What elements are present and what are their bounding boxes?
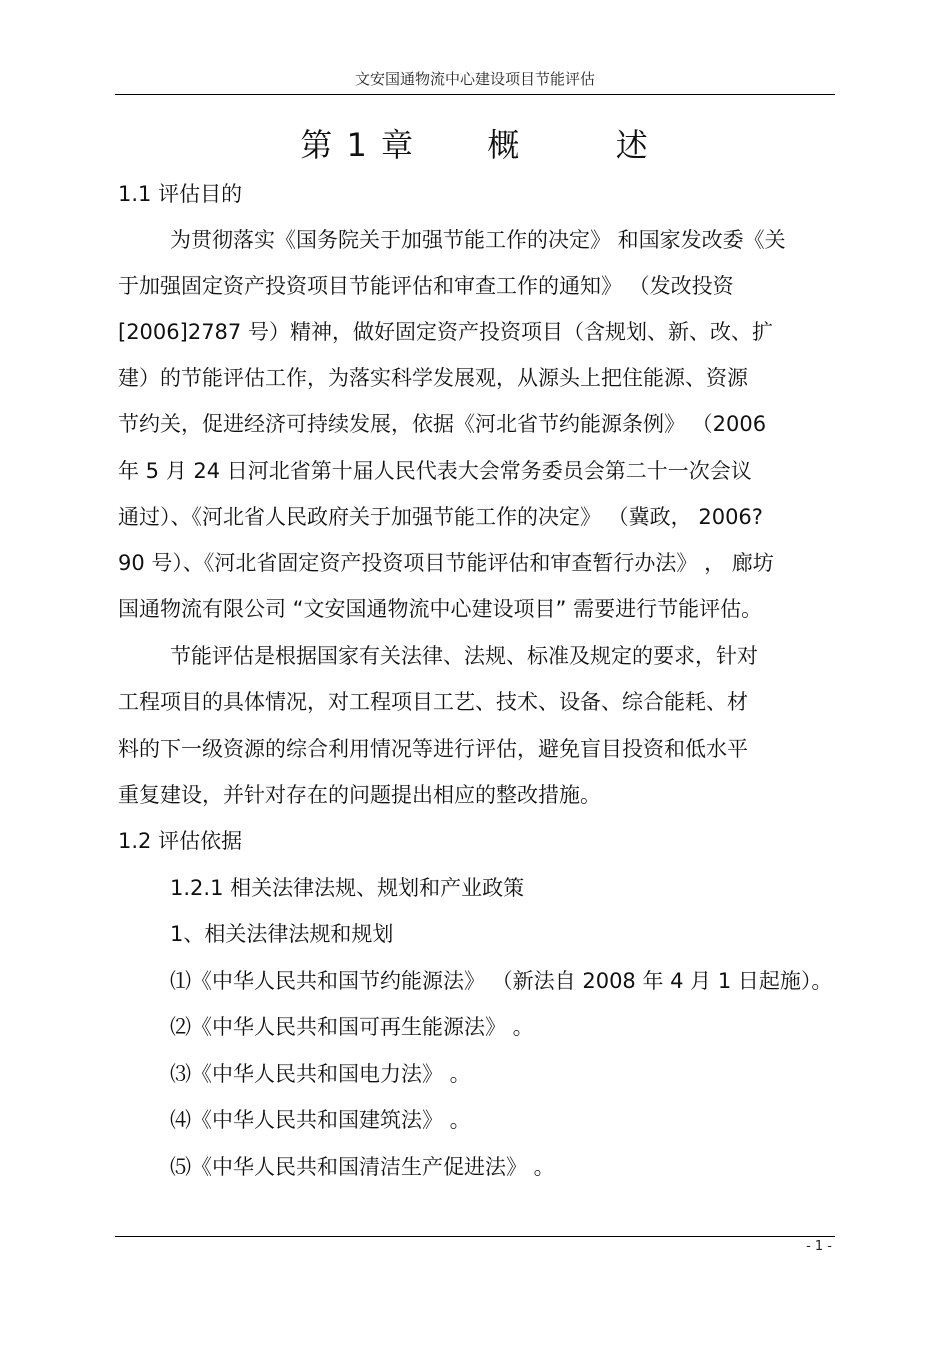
section-heading-1-2: 1.2 评估依据 (118, 829, 243, 853)
list-heading: 1、相关法律法规和规划 (170, 922, 394, 946)
paragraph-line: 料的下一级资源的综合利用情况等进行评估，避免盲目投资和低水平 (118, 737, 748, 761)
paragraph-line: 为贯彻落实《国务院关于加强节能工作的决定》 和国家发改委《关 (170, 228, 786, 252)
list-item: ⑸《中华人民共和国清洁生产促进法》 。 (170, 1155, 555, 1179)
paragraph-line: 于加强固定资产投资项目节能评估和审查工作的通知》 （发改投资 (118, 274, 734, 298)
chapter-title (0, 120, 950, 166)
paragraph-line: 年 5 月 24 日河北省第十届人民代表大会常务委员会第二十一次会议 (118, 459, 752, 483)
running-header: 文安国通物流中心建设项目节能评估 (354, 70, 595, 88)
chapter-number: 第 1 章 (300, 126, 415, 164)
paragraph-line: 90 号）、《河北省固定资产投资项目节能评估和审查暂行办法》 ， 廊坊 (118, 551, 774, 575)
list-item: ⑵《中华人民共和国可再生能源法》 。 (170, 1015, 534, 1039)
paragraph-line: 国通物流有限公司 “文安国通物流中心建设项目” 需要进行节能评估。 (118, 597, 763, 621)
paragraph-line: [2006]2787 号）精神，做好固定资产投资项目（含规划、新、改、扩 (118, 320, 773, 344)
subsection-heading-1-2-1: 1.2.1 相关法律法规、规划和产业政策 (170, 876, 525, 900)
chapter-word-2: 述 (615, 126, 650, 164)
page-number: - 1 - (806, 1239, 832, 1254)
paragraph-line: 工程项目的具体情况，对工程项目工艺、技术、设备、综合能耗、材 (118, 690, 748, 714)
header-rule (115, 94, 835, 95)
list-item: ⑴《中华人民共和国节约能源法》 （新法自 2008 年 4 月 1 日起施）。 (170, 969, 833, 993)
list-item: ⑷《中华人民共和国建筑法》 。 (170, 1108, 471, 1132)
paragraph-line: 节约关，促进经济可持续发展，依据《河北省节约能源条例》 （2006 (118, 412, 767, 436)
paragraph-line: 节能评估是根据国家有关法律、法规、标准及规定的要求，针对 (170, 644, 758, 668)
paragraph-line: 建）的节能评估工作，为落实科学发展观，从源头上把住能源、资源 (118, 366, 748, 390)
chapter-word-1: 概 (487, 126, 522, 164)
list-item: ⑶《中华人民共和国电力法》 。 (170, 1062, 471, 1086)
section-heading-1-1: 1.1 评估目的 (118, 182, 243, 206)
paragraph-line: 重复建设，并针对存在的问题提出相应的整改措施。 (118, 783, 601, 807)
footer-rule (115, 1236, 835, 1237)
paragraph-line: 通过）、《河北省人民政府关于加强节能工作的决定》 （冀政， 2006? (118, 505, 763, 529)
